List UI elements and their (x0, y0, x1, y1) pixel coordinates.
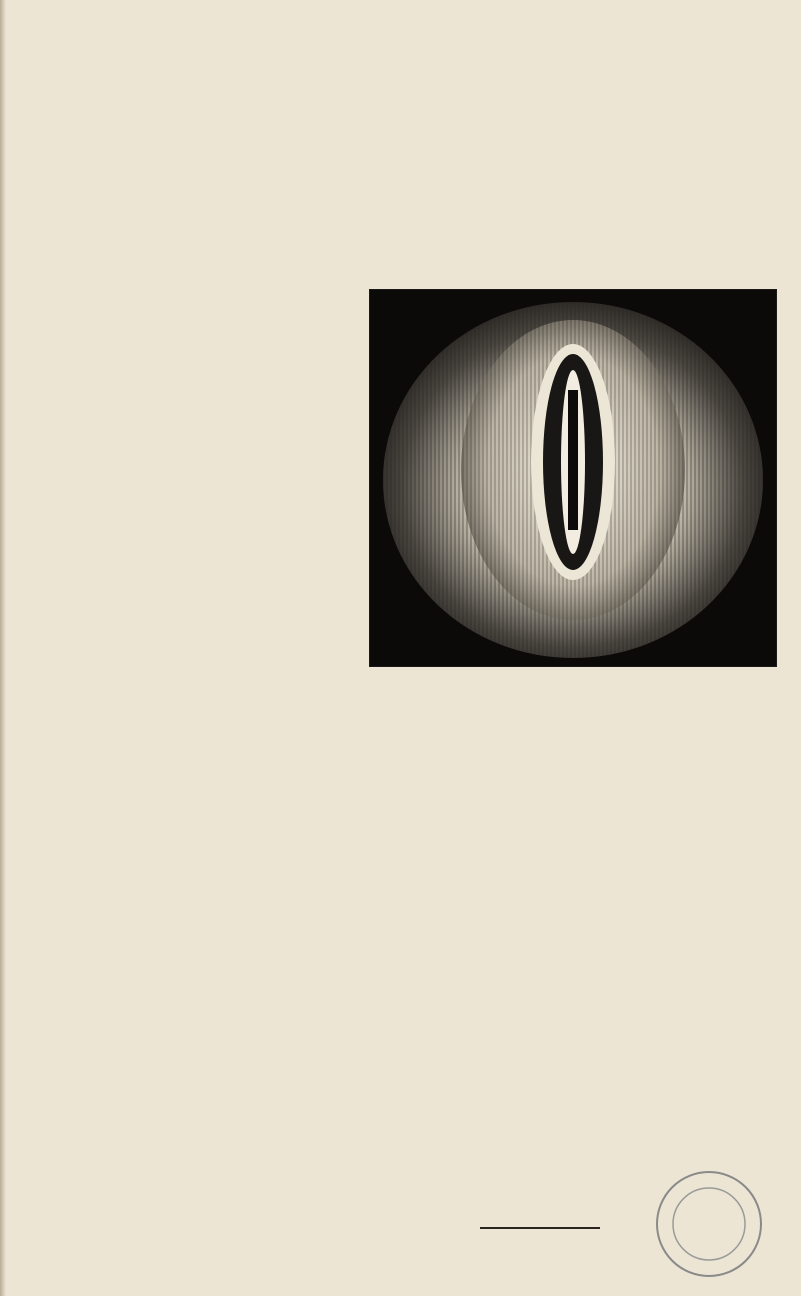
figure-9-illustration (369, 289, 777, 667)
running-header (95, 84, 755, 114)
library-stamp (653, 1168, 765, 1280)
stamp-ring-icon (653, 1168, 765, 1280)
page-edge (0, 0, 6, 1296)
end-rule (480, 1227, 600, 1229)
embryo-engraving (370, 290, 776, 666)
